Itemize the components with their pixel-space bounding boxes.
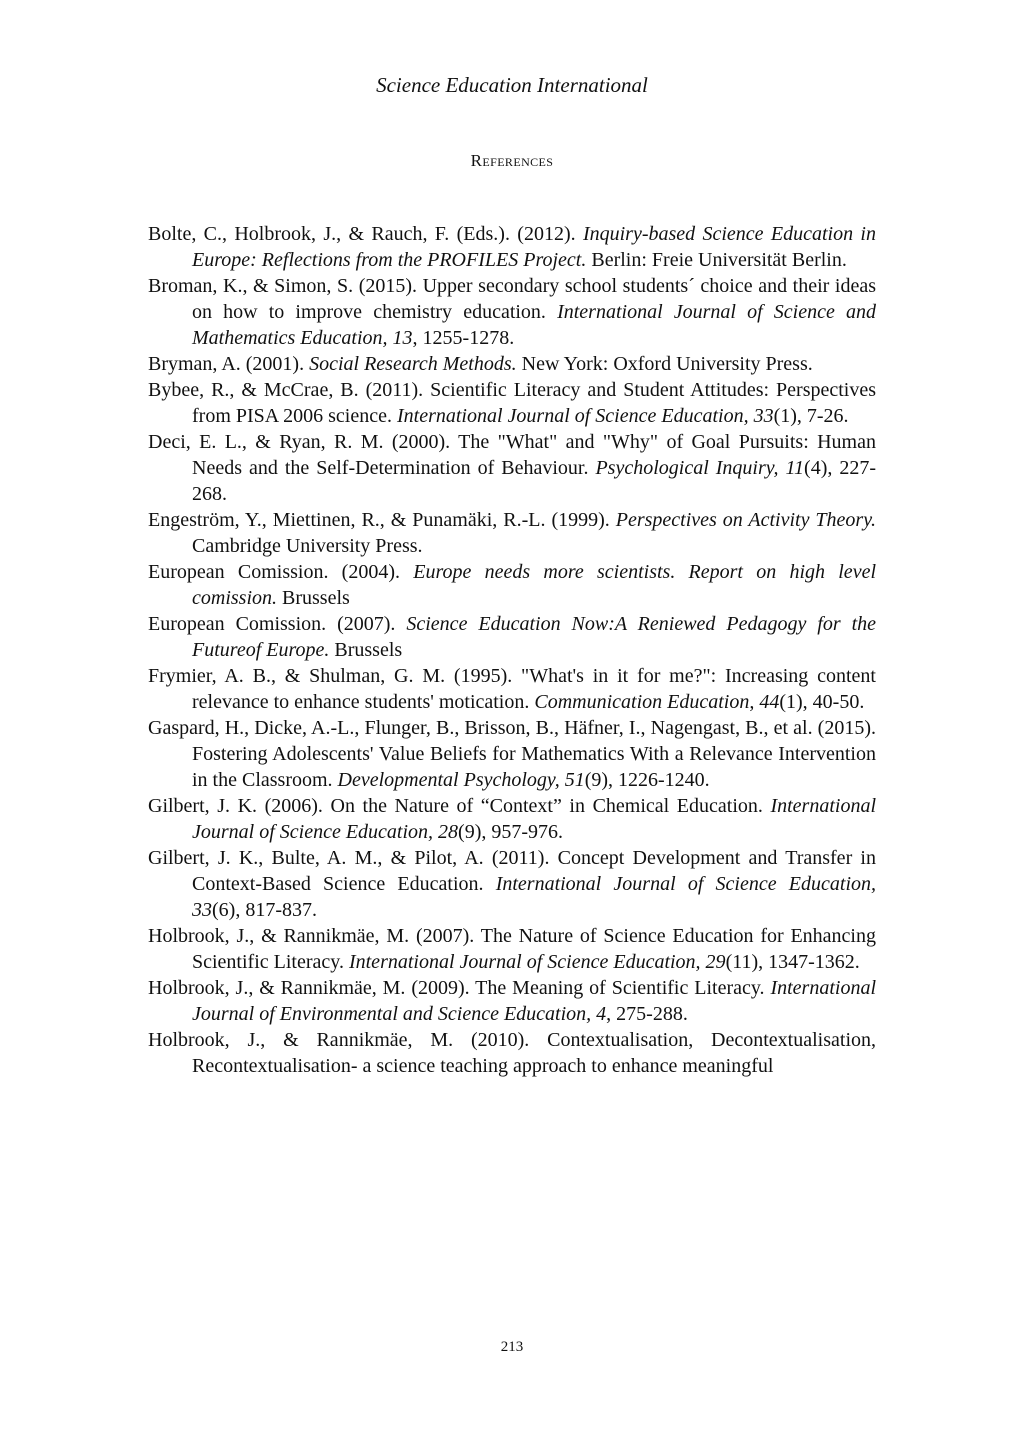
reference-entry	[148, 975, 876, 1027]
reference-source-title: International Journal of Science Education, 29	[348, 951, 726, 973]
reference-text: Broman, K., & Simon, S. (2015). Upper secondary school students´ choice and their ideas on how to improve chemistry education.	[148, 275, 876, 323]
references-heading: References	[470, 151, 554, 170]
reference-source-title: Perspectives on Activity Theory.	[615, 509, 876, 531]
reference-text: , 275-288.	[606, 1003, 688, 1025]
reference-text: Berlin: Freie Universität Berlin.	[586, 249, 847, 271]
reference-source-title: Science Education Now:A Reniewed Pedagogy for the Futureof Europe.	[192, 613, 876, 661]
reference-entry	[148, 429, 876, 507]
reference-text: , 1255-1278.	[412, 327, 515, 349]
reference-source-title: Social Research Methods.	[309, 353, 517, 375]
reference-text: New York: Oxford University Press.	[516, 353, 813, 375]
reference-list	[148, 221, 876, 1079]
reference-text: (4), 227-268.	[192, 457, 876, 505]
reference-text: Engeström, Y., Miettinen, R., & Punamäki, R.-L. (1999).	[148, 509, 616, 531]
reference-entry	[148, 715, 876, 793]
reference-source-title: Developmental Psychology, 51	[337, 769, 585, 791]
reference-source-title: International Journal of Science Education, 33	[396, 405, 774, 427]
reference-text: Gilbert, J. K., Bulte, A. M., & Pilot, A. (2011). Concept Development and Transfer in Context-Based Science Education.	[148, 847, 876, 895]
reference-text: (9), 1226-1240.	[584, 769, 710, 791]
reference-text: Cambridge University Press.	[192, 535, 423, 557]
reference-source-title: Communication Education, 44	[534, 691, 780, 713]
reference-source-title: Psychological Inquiry, 11	[595, 457, 805, 479]
reference-entry	[148, 1027, 876, 1079]
reference-source-title: Europe needs more scientists. Report on high level comission.	[192, 561, 876, 609]
reference-text: Bryman, A. (2001).	[148, 353, 310, 375]
reference-source-title: International Journal of Science Education, 33	[192, 873, 877, 921]
reference-text: Brussels	[277, 587, 350, 609]
reference-entry	[148, 273, 876, 351]
reference-text: (1), 7-26.	[773, 405, 849, 427]
reference-text: Bolte, C., Holbrook, J., & Rauch, F. (Eds.). (2012).	[148, 223, 583, 245]
reference-source-title: International Journal of Environmental and Science Education, 4	[192, 977, 876, 1025]
reference-entry	[148, 221, 876, 273]
reference-text: (9), 957-976.	[458, 821, 564, 843]
reference-text: (1), 40-50.	[779, 691, 865, 713]
reference-entry	[148, 351, 876, 377]
reference-text: Bybee, R., & McCrae, B. (2011). Scientific Literacy and Student Attitudes: Perspectives from PISA 2006 science.	[148, 379, 876, 427]
reference-source-title: Inquiry-based Science Education in Europe: Reflections from the PROFILES Project.	[192, 223, 876, 271]
reference-entry	[148, 923, 876, 975]
reference-text: (6), 817-837.	[212, 899, 317, 921]
reference-text: Frymier, A. B., & Shulman, G. M. (1995). "What's in it for me?": Increasing content relevance to enhance students' motication.	[148, 665, 876, 713]
reference-text: Gaspard, H., Dicke, A.-L., Flunger, B., Brisson, B., Häfner, I., Nagengast, B., et al. (2015). Fostering Adolescents' Value Beliefs for Mathematics With a Relevance Intervention in the Classroom.	[148, 717, 876, 791]
page-number: 213	[500, 1339, 524, 1355]
reference-text: European Comission. (2007).	[148, 613, 407, 635]
journal-running-head: Science Education International	[376, 73, 648, 97]
reference-text: Holbrook, J., & Rannikmäe, M. (2010). Contextualisation, Decontextualisation, Recontextualisation- a science teaching approach to enhance meaningful	[148, 1029, 876, 1077]
reference-entry	[148, 793, 876, 845]
reference-text: (11), 1347-1362.	[725, 951, 860, 973]
reference-source-title: International Journal of Science Education, 28	[192, 795, 876, 843]
reference-text: Holbrook, J., & Rannikmäe, M. (2007). The Nature of Science Education for Enhancing Scientific Literacy.	[148, 925, 876, 973]
reference-entry	[148, 845, 876, 923]
reference-entry	[148, 377, 876, 429]
reference-text: Brussels	[329, 639, 403, 661]
reference-text: Deci, E. L., & Ryan, R. M. (2000). The "What" and "Why" of Goal Pursuits: Human Needs and the Self-Determination of Behaviour.	[148, 431, 876, 479]
reference-entry	[148, 663, 876, 715]
reference-text: European Comission. (2004).	[148, 561, 414, 583]
reference-source-title: International Journal of Science and Mathematics Education, 13	[192, 301, 877, 349]
reference-entry	[148, 559, 876, 611]
reference-text: Holbrook, J., & Rannikmäe, M. (2009). The Meaning of Scientific Literacy.	[148, 977, 771, 999]
reference-text: Gilbert, J. K. (2006). On the Nature of “Context” in Chemical Education.	[148, 795, 771, 817]
reference-entry	[148, 507, 876, 559]
reference-entry	[148, 611, 876, 663]
